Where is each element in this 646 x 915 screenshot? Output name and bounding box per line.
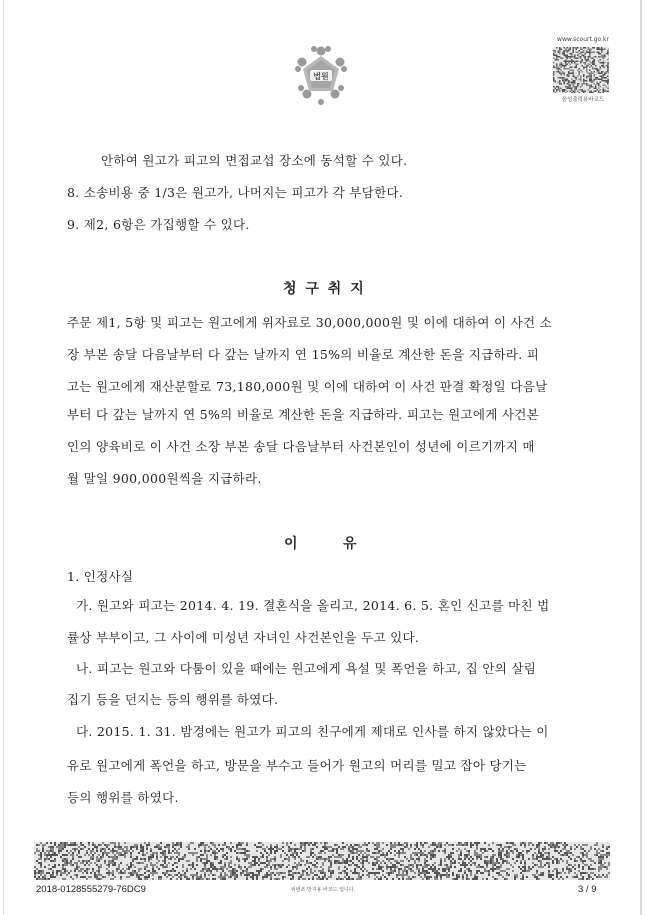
body-line: 9. 제2, 6항은 가집행할 수 있다. (67, 217, 250, 232)
claim-line: 장 부본 송달 다음날부터 다 갚는 날까지 연 15%의 비율로 계산한 돈을 지급하라. 피 (67, 347, 540, 362)
court-seal-icon (288, 42, 354, 108)
paragraph-line: 다. 2015. 1. 31. 밤경에는 원고가 피고의 친구에게 제대로 인사를 하지 않았다는 이 (76, 724, 549, 739)
paragraph-line: 나. 피고는 원고와 다툼이 있을 때에는 원고에게 욕설 및 폭언을 하고, 집 안의 살림 (76, 661, 537, 676)
claim-line: 고는 원고에게 재산분할로 73,180,000원 및 이에 대하여 이 사건 판결 확정일 다음날 (67, 379, 548, 394)
paragraph-line: 가. 원고와 피고는 2014. 4. 19. 결혼식을 올리고, 2014. 6. 5. 혼인 신고를 마친 법 (76, 598, 550, 613)
site-url: www.scourt.go.kr (557, 36, 609, 43)
claim-line: 부터 다 갚는 날까지 연 5%의 비율로 계산한 돈을 지급하라. 피고는 원고에게 사건본 (67, 407, 539, 422)
forgery-notice: 위변조 방지용 바코드 입니다. (290, 887, 356, 893)
page-edge-left (3, 0, 4, 915)
page-number: 3 / 9 (578, 884, 597, 895)
reason-heading-2: 유 (343, 536, 357, 552)
body-line: 안하여 원고가 피고의 면접교섭 장소에 동석할 수 있다. (101, 153, 408, 168)
reason-heading-1: 이 (284, 536, 298, 552)
seal-text: 법원 (313, 72, 329, 81)
claim-line: 주문 제1, 5항 및 피고는 원고에게 위자료로 30,000,000원 및 이에 대하여 이 사건 소 (67, 315, 553, 330)
paragraph-line: 률상 부부이고, 그 사이에 미성년 자녀인 사건본인을 두고 있다. (67, 630, 420, 645)
body-line: 8. 소송비용 중 1/3은 원고가, 나머지는 피고가 각 부담한다. (67, 185, 404, 200)
section-title: 1. 인정사실 (67, 569, 134, 584)
anti-forgery-barcode (34, 842, 610, 880)
claim-heading: 청 구 취 지 (283, 281, 366, 297)
barcode-label: 음성출력용바코드 (561, 97, 605, 103)
paragraph-line: 등의 행위를 하였다. (67, 790, 179, 805)
paragraph-line: 유로 원고에게 폭언을 하고, 방문을 부수고 들어가 원고의 머리를 밀고 잡아 당기는 (67, 758, 527, 773)
barcode-icon (553, 47, 609, 93)
paragraph-line: 집기 등을 던지는 등의 행위를 하였다. (67, 692, 279, 707)
claim-line: 인의 양육비로 이 사건 소장 부본 송달 다음날부터 사건본인이 성년에 이르기까지 매 (67, 439, 535, 454)
document-id: 2018-0128555279-76DC9 (36, 884, 146, 895)
claim-line: 월 말일 900,000원씩을 지급하라. (67, 471, 262, 486)
page-edge-right (640, 0, 642, 915)
